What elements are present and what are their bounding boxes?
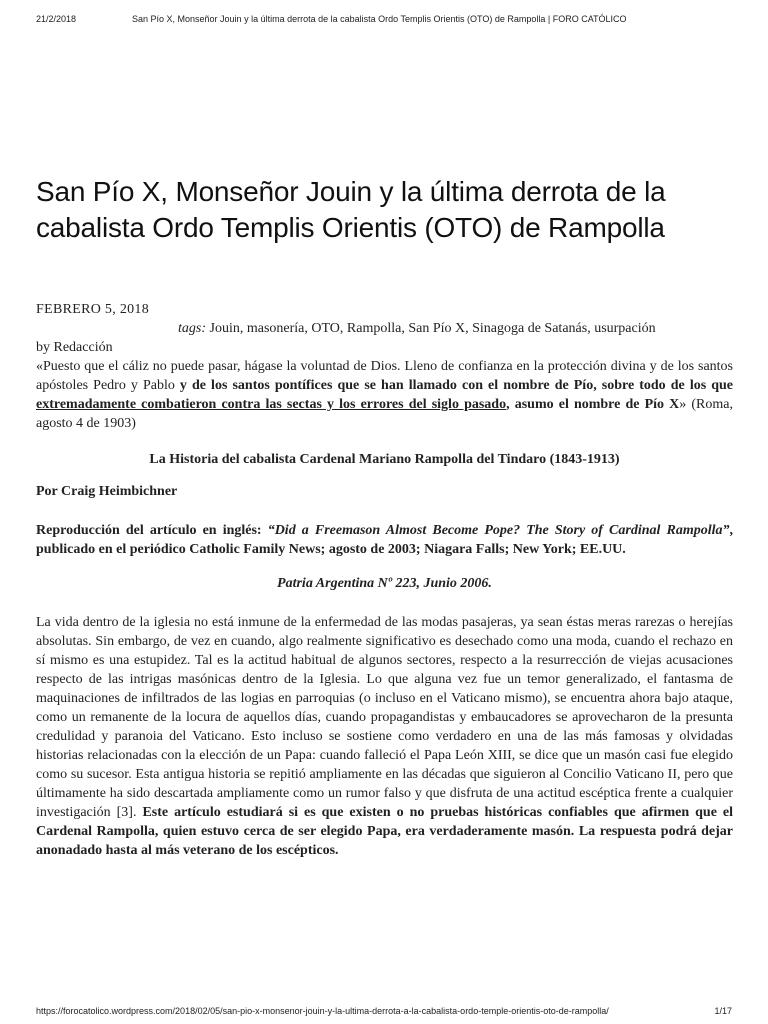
opening-quote [36,357,733,433]
quote-underlined: extremadamente combatieron contra las sectas y los errores del siglo pasado [36,397,507,412]
tags-label: tags: [178,321,206,336]
post-meta [36,300,733,357]
post-title: San Pío X, Monseñor Jouin y la última derrota de la cabalista Ordo Templis Orientis (OTO) de Rampolla [36,176,666,243]
quote-bold-end: , asumo el nombre de Pío X [506,397,680,412]
byline [36,482,733,501]
reproduction-article-title: “Did a Freemason Almost Become Pope? The Story of Cardinal Rampolla” [267,523,730,538]
tags-list: Jouin, masonería, OTO, Rampolla, San Pío X, Sinagoga de Satanás, usurpación [209,321,656,336]
reproduction-lead: Reproducción del artículo en inglés: [36,523,268,538]
print-header [0,14,768,28]
subheading [36,450,733,469]
post-author: by Redacción [36,340,113,355]
print-url: https://forocatolico.wordpress.com/2018/02/05/san-pio-x-monsenor-jouin-y-la-ultima-derrota-a-la-cabalista-ordo-temple-orientis-oto-de-rampolla/ [36,1006,609,1016]
source-text: Patria Argentina Nº 223, Junio 2006. [277,576,492,591]
body-text: La vida dentro de la iglesia no está inmune de la enfermedad de las modas pasajeras, ya sean éstas meras rarezas o herejías absolutas. Sin embargo, de vez en cuando, algo realmente significativo es desechado como una moda, cuando el rechazo en sí mismo es una estupidez. Tal es la actitud habitual de algunos sectores, respecto a la resurrección de viejas acusaciones respecto de las intrigas masónicas dentro de la Iglesia. Lo que alguna vez fue un temor generalizado, el fantasma de maquinaciones de infiltrados de las logias en parroquias (o incluso en el Vaticano mismo), se encuentra ahora bajo ataque, como un remanente de la locura de aquellos días, cuando propagandistas y embaucadores se aprovecharon de la presunta credulidad y paranoia del Vaticano. Esto incluso se sostiene como verdadero en una de las más famosas y olvidadas historias relacionadas con la elección de un Papa: cuando falleció el Papa León XIII, se dice que un masón casi fue elegido como su sucesor. Esta antigua historia se repitió ampliamente en las décadas que siguieron al Concilio Vaticano II, pero que últimamente ha sido descartada ampliamente como un rumor falso y que disfruta de una actitud escéptica frente a cualquier investigación [3]. [36,615,733,820]
subheading-text: La Historia del cabalista Cardenal Mariano Rampolla del Tindaro (1843-1913) [149,452,620,467]
quote-citation: » (Roma, agosto 4 de 1903) [36,397,734,431]
body-paragraph [36,613,733,860]
source-note [36,574,733,593]
byline-text: Por Craig Heimbichner [36,484,178,499]
post-date: FEBRERO 5, 2018 [36,302,150,317]
reproduction-rest: , publicado en el periódico Catholic Family News; agosto de 2003; Niagara Falls; New York; EE.UU. [36,523,733,557]
print-date: 21/2/2018 [36,14,77,24]
body-bold: Este artículo estudiará si es que existen o no pruebas históricas confiables que afirmen que el Cardenal Rampolla, quien estuvo cerca de ser elegido Papa, era verdaderamente masón. La respuesta podrá dejar anonadado hasta al más veterano de los escépticos. [36,805,733,858]
print-page-number: 1/17 [714,1006,732,1016]
article [36,174,733,860]
quote-bold: y de los santos pontífices que se han llamado con el nombre de Pío, sobre todo de los que [179,378,734,393]
post-tags [36,319,733,338]
quote-text: «Puesto que el cáliz no puede pasar, hágase la voluntad de Dios. Lleno de confianza en la protección divina y de los santos apóstoles Pedro y Pablo [36,359,733,393]
print-page-title: San Pío X, Monseñor Jouin y la última derrota de la cabalista Ordo Templis Orientis (OTO) de Rampolla | FORO CATÓLICO [132,14,627,24]
reproduction-note [36,521,733,559]
